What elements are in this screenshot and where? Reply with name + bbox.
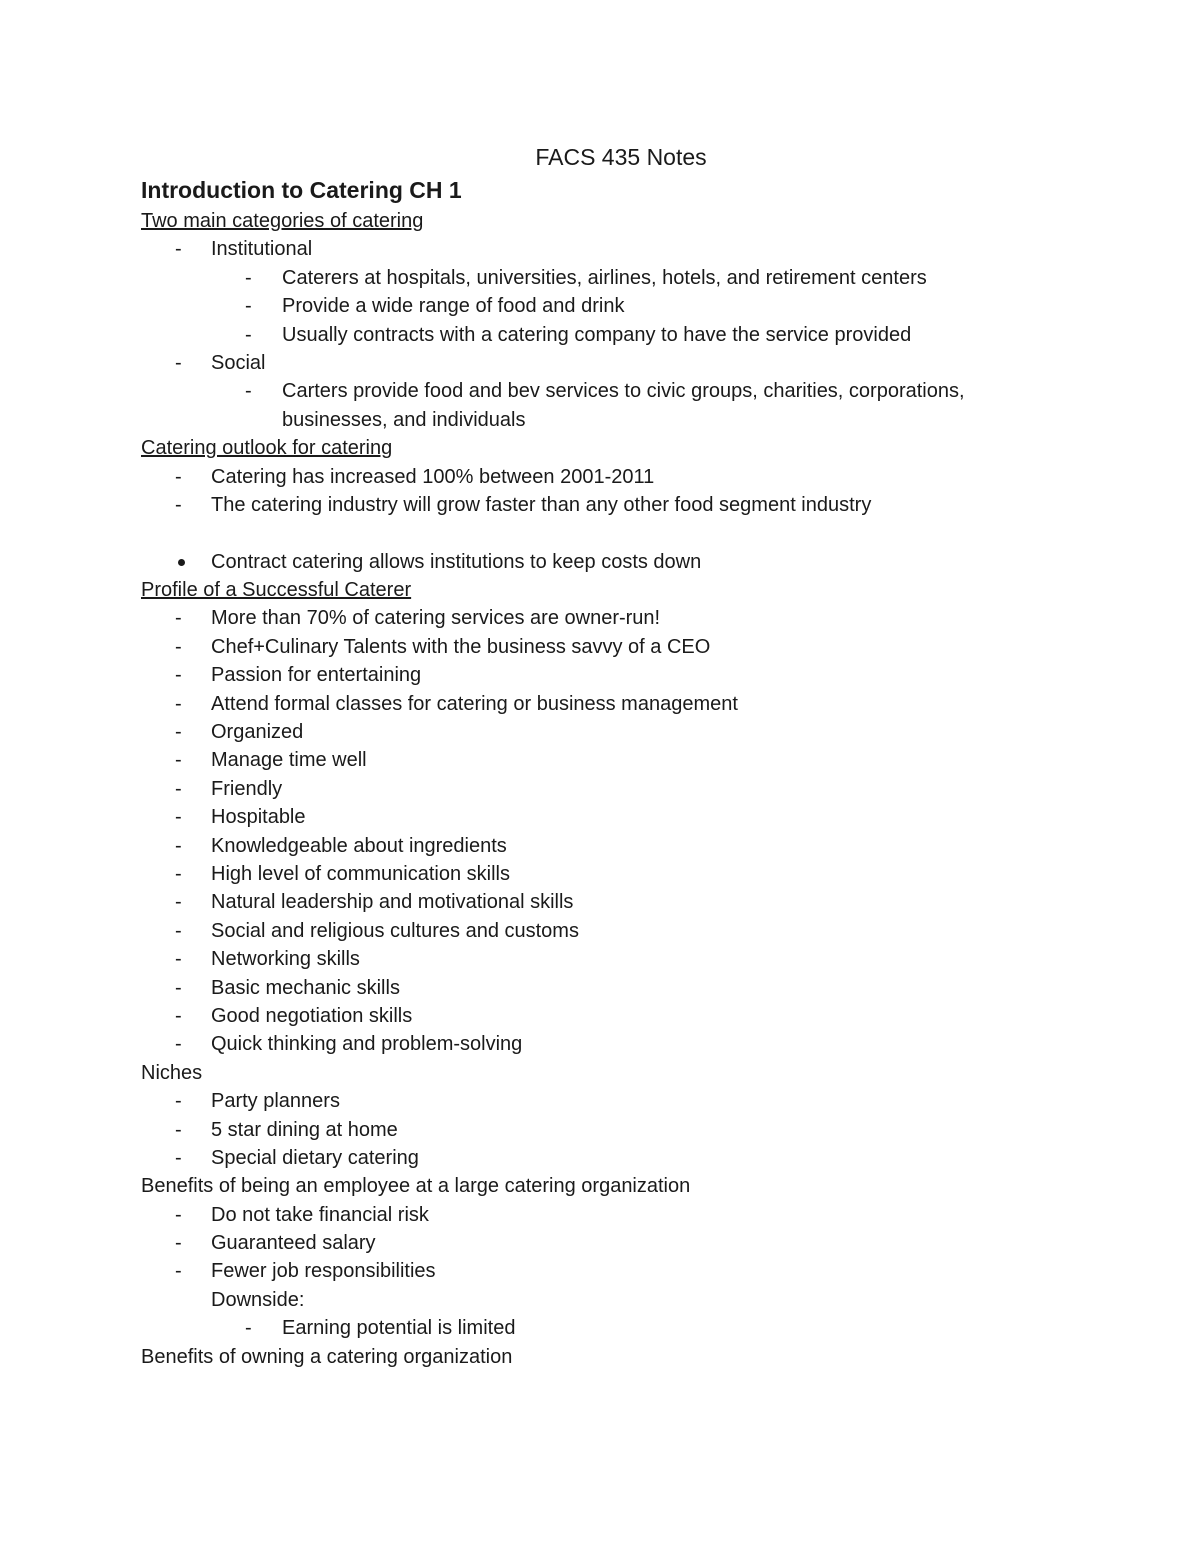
list-item: - Catering has increased 100% between 2001-2011 <box>141 463 1041 491</box>
list-item: - Social and religious cultures and customs <box>141 917 1041 945</box>
dash-marker: - <box>175 351 182 374</box>
blank-line <box>141 519 1041 547</box>
list-item: - Social <box>141 349 1041 377</box>
dash-marker: - <box>175 749 182 772</box>
list-item: - Manage time well <box>141 746 1041 774</box>
list-item: - Special dietary catering <box>141 1144 1041 1172</box>
list-item: - Networking skills <box>141 945 1041 973</box>
dash-marker: - <box>175 919 182 942</box>
dash-marker: - <box>175 692 182 715</box>
dash-marker: - <box>175 1090 182 1113</box>
list-item: - Do not take financial risk <box>141 1201 1041 1229</box>
bullet-dot-icon <box>178 559 185 566</box>
list-item: - Guaranteed salary <box>141 1229 1041 1257</box>
section-heading-profile: Profile of a Successful Caterer <box>141 579 412 602</box>
dash-marker: - <box>175 1203 182 1226</box>
section-heading-owning: Benefits of owning a catering organization <box>141 1345 513 1368</box>
list-item: - Chef+Culinary Talents with the business savvy of a CEO <box>141 633 1041 661</box>
section-heading-outlook: Catering outlook for catering <box>141 437 393 460</box>
list-item: - Attend formal classes for catering or business management <box>141 690 1041 718</box>
dash-marker: - <box>175 465 182 488</box>
list-item: - Organized <box>141 718 1041 746</box>
profile-list <box>141 604 1041 1058</box>
dash-marker: - <box>175 976 182 999</box>
section-heading-employee: Benefits of being an employee at a large catering organization <box>141 1175 691 1198</box>
list-item: - High level of communication skills <box>141 860 1041 888</box>
list-item: - Basic mechanic skills <box>141 974 1041 1002</box>
list-item: - Carters provide food and bev services to civic groups, charities, corporations, <box>141 377 1041 405</box>
list-item: - Party planners <box>141 1087 1041 1115</box>
chapter-heading: Introduction to Catering CH 1 <box>141 177 462 203</box>
list-item: - Usually contracts with a catering company to have the service provided <box>141 321 1041 349</box>
dash-marker: - <box>245 266 252 289</box>
list-item: - Provide a wide range of food and drink <box>141 292 1041 320</box>
list-item-continuation: businesses, and individuals <box>282 408 526 431</box>
list-item: - Good negotiation skills <box>141 1002 1041 1030</box>
dash-marker: - <box>245 1317 252 1340</box>
list-item: - Passion for entertaining <box>141 661 1041 689</box>
list-item: - Caterers at hospitals, universities, airlines, hotels, and retirement centers <box>141 264 1041 292</box>
dash-marker: - <box>175 493 182 516</box>
dash-marker: - <box>175 635 182 658</box>
dash-marker: - <box>175 891 182 914</box>
dash-marker: - <box>175 1260 182 1283</box>
list-item: - Hospitable <box>141 803 1041 831</box>
dash-marker: - <box>245 323 252 346</box>
bullet-item: Contract catering allows institutions to keep costs down <box>141 548 1041 576</box>
dash-marker: - <box>245 380 252 403</box>
list-item: - Institutional <box>141 235 1041 263</box>
list-item: - The catering industry will grow faster than any other food segment industry <box>141 491 1041 519</box>
dash-marker: - <box>175 1146 182 1169</box>
dash-marker: - <box>175 1033 182 1056</box>
dash-marker: - <box>175 664 182 687</box>
dash-marker: - <box>175 806 182 829</box>
document-page <box>141 141 1041 1371</box>
dash-marker: - <box>175 1118 182 1141</box>
list-item: - More than 70% of catering services are owner-run! <box>141 604 1041 632</box>
dash-marker: - <box>175 1004 182 1027</box>
downside-label: Downside: <box>211 1288 305 1311</box>
dash-marker: - <box>175 948 182 971</box>
list-item: - Quick thinking and problem-solving <box>141 1030 1041 1058</box>
list-item: - Earning potential is limited <box>141 1314 1041 1342</box>
section-heading-niches: Niches <box>141 1061 203 1084</box>
list-item: - Friendly <box>141 775 1041 803</box>
dash-marker: - <box>245 295 252 318</box>
list-item: - Fewer job responsibilities <box>141 1257 1041 1285</box>
list-item: - 5 star dining at home <box>141 1116 1041 1144</box>
dash-marker: - <box>175 777 182 800</box>
dash-marker: - <box>175 238 182 261</box>
document-title: FACS 435 Notes <box>535 144 707 170</box>
section-heading-two-main: Two main categories of catering <box>141 210 424 232</box>
list-item: - Natural leadership and motivational skills <box>141 888 1041 916</box>
dash-marker: - <box>175 862 182 885</box>
dash-marker: - <box>175 721 182 744</box>
list-item: - Knowledgeable about ingredients <box>141 832 1041 860</box>
dash-marker: - <box>175 607 182 630</box>
dash-marker: - <box>175 834 182 857</box>
dash-marker: - <box>175 1232 182 1255</box>
